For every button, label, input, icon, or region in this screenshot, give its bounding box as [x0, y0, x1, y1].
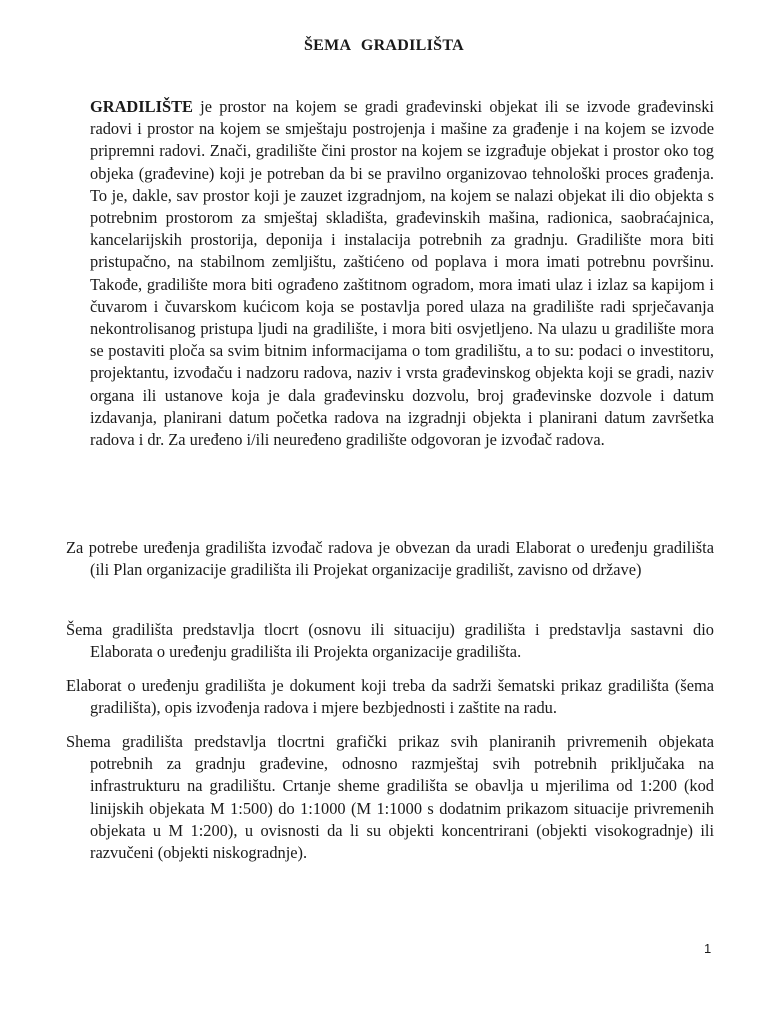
- intro-text: je prostor na kojem se gradi građevinski objekat ili se izvode građevinski radovi i prostor na kojem se smještaju postrojenja i mašine za građenje i na kojem se izvode pripremni radovi. Znači, gradilište čini prostor na kojem se izgrađuje objekat i prostor oko tog objeka (građevine) koji je potreban da bi se pravilno organizovao tehnološki proces građenja. To je, dakle, sav prostor koji je zauzet izgradnjom, na kojem se nalazi objekat ili dio objekta s potrebnim prostorom za smještaj skladišta, građevinskih mašina, radionica, saobraćajnica, kancelarijskih prostorija, deponija i instalacija potrebnih za gradnju. Gradilište mora biti pristupačno, na stabilnom zemljištu, zaštićeno od poplava i mora imati potrebnu površinu. Takođe, gradilište mora biti ograđeno zaštitnom ogradom, mora imati ulaz i izlaz sa kapijom i čuvarom i čuvarskom kućicom koja se postavlja pored ulaza na gradilište radi sprječavanja nekontrolisanog pristupa ljudi na gradilište, i mora biti osvjetljeno. Na ulazu u gradilište mora se postaviti ploča sa svim bitnim informacijama o tom gradilištu, a to su: podaci o investitoru, projektantu, izvođaču i nadzoru radova, naziv i vrsta građevinskog objekta koji se gradi, naziv organa ili ustanove koja je dala građevinsku dozvolu, broj građevinske dozvole i datum izdavanja, planirani datum početka radova na izgradnji objekta i planirani datum završetka radova i dr. Za uređeno i/ili neuređeno gradilište odgovoran je izvođač radova.: [90, 97, 714, 450]
- intro-lead-term: GRADILIŠTE: [90, 97, 193, 116]
- paragraph-elaborat-requirement: Za potrebe uređenja gradilišta izvođač radova je obvezan da uradi Elaborat o uređenju gradilišta (ili Plan organizacije gradilišta ili Projekat organizacije gradilišt, zavisno od države): [66, 538, 714, 580]
- page-number: 1: [704, 941, 712, 956]
- paragraph-shema-drawing: Shema gradilišta predstavlja tlocrtni grafički prikaz svih planiranih privremenih objekata potrebnih za gradnju građevine, odnosno razmještaj svih potrebnih priključaka na infrastrukturu na gradilištu. Crtanje sheme gradilišta se obavlja u mjerilima od 1:200 (kod linijskih objekata M 1:500) do 1:1000 (M 1:1000 s dodatnim prikazom situacije privremenih objekata u M 1:200), u ovisnosti da li su objekti koncentrirani (objekti visokogradnje) ili razvučeni (objekti niskogradnje).: [66, 732, 714, 863]
- page-title: ŠEMA GRADILIŠTA: [303, 37, 464, 54]
- paragraph-sema-definition: Šema gradilišta predstavlja tlocrt (osnovu ili situaciju) gradilišta i predstavlja sastavni dio Elaborata o uređenju gradilišta ili Projekta organizacije gradilišta.: [66, 620, 714, 662]
- paragraph-elaborat-definition: Elaborat o uređenju gradilišta je dokument koji treba da sadrži šematski prikaz gradilišta (šema gradilišta), opis izvođenja radova i mjere bezbjednosti i zaštite na radu.: [66, 676, 714, 718]
- intro-paragraph: [90, 96, 714, 451]
